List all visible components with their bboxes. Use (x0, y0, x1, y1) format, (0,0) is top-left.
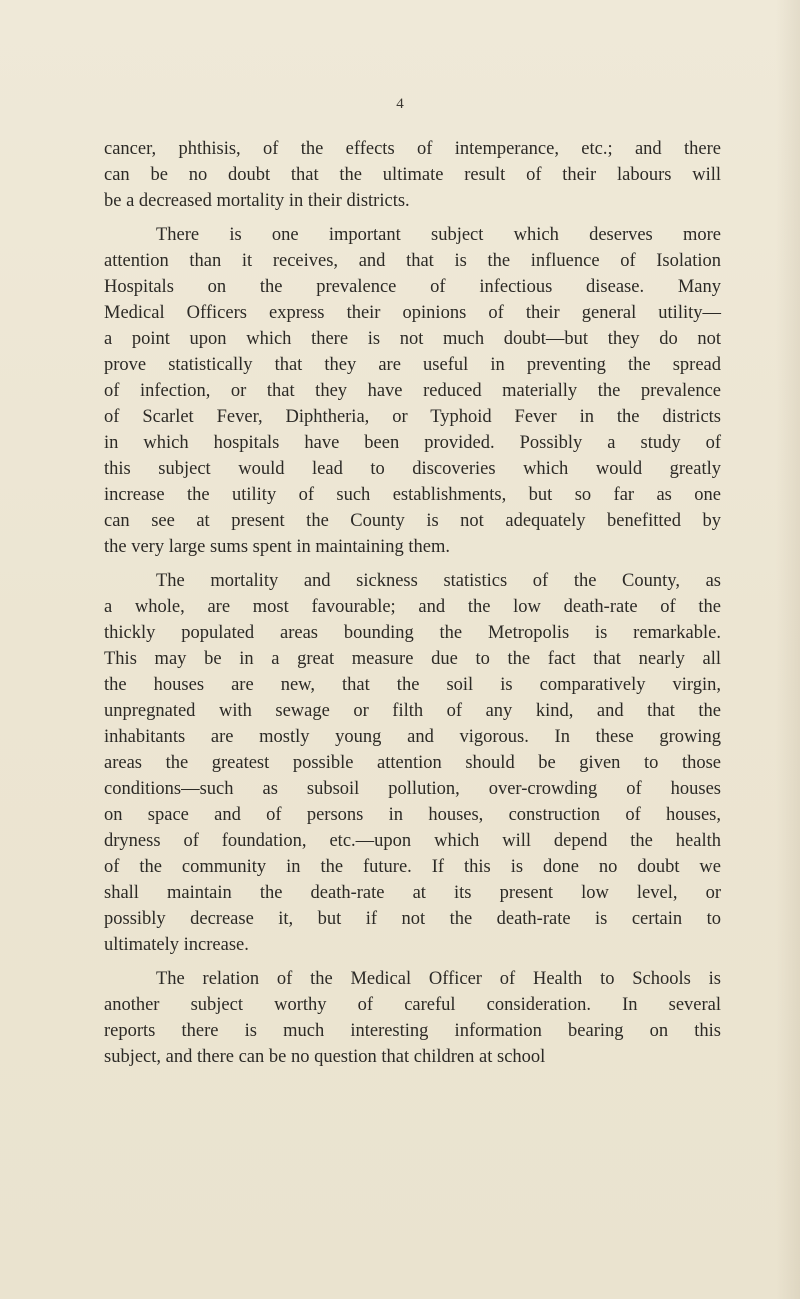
text-line: cancer, phthisis, of the effects of intemperance, etc.; and there (104, 139, 721, 159)
text-line: can be no doubt that the ultimate result of their labours will (104, 165, 721, 185)
text-line: Hospitals on the prevalence of infectious disease. Many (104, 277, 721, 297)
text-line: Medical Officers express their opinions of their general utility— (104, 303, 721, 323)
text-line: of Scarlet Fever, Diphtheria, or Typhoid Fever in the districts (104, 407, 721, 427)
text-line: unpregnated with sewage or filth of any kind, and that the (104, 701, 721, 721)
text-line: of the community in the future. If this is done no doubt we (104, 857, 721, 877)
text-line: The mortality and sickness statistics of the County, as (156, 571, 721, 591)
text-line: thickly populated areas bounding the Metropolis is remarkable. (104, 623, 721, 643)
text-line: prove statistically that they are useful in preventing the spread (104, 355, 721, 375)
text-line: ultimately increase. (104, 935, 249, 955)
text-line: can see at present the County is not adequately benefitted by (104, 511, 721, 531)
text-line: a point upon which there is not much doubt—but they do not (104, 329, 721, 349)
text-line: the very large sums spent in maintaining them. (104, 537, 450, 557)
page-number: 4 (396, 96, 404, 112)
text-line: attention than it receives, and that is the influence of Isolation (104, 251, 721, 271)
text-line: dryness of foundation, etc.—upon which will depend the health (104, 831, 721, 851)
text-line: increase the utility of such establishments, but so far as one (104, 485, 721, 505)
text-line: be a decreased mortality in their districts. (104, 191, 410, 211)
text-line: another subject worthy of careful consideration. In several (104, 995, 721, 1015)
text-line: inhabitants are mostly young and vigorous. In these growing (104, 727, 721, 747)
text-line: subject, and there can be no question that children at school (104, 1047, 546, 1067)
paragraph (104, 222, 721, 560)
text-line: the houses are new, that the soil is comparatively virgin, (104, 675, 721, 695)
body-text (104, 136, 721, 1078)
text-line: reports there is much interesting information bearing on this (104, 1021, 721, 1041)
text-line: possibly decrease it, but if not the death-rate is certain to (104, 909, 721, 929)
text-line: of infection, or that they have reduced materially the prevalence (104, 381, 721, 401)
text-line: The relation of the Medical Officer of Health to Schools is (156, 969, 721, 989)
text-line: this subject would lead to discoveries which would greatly (104, 459, 721, 479)
paragraph (104, 966, 721, 1070)
text-line: This may be in a great measure due to the fact that nearly all (104, 649, 721, 669)
text-line: shall maintain the death-rate at its present low level, or (104, 883, 721, 903)
text-line: conditions—such as subsoil pollution, over-crowding of houses (104, 779, 721, 799)
text-line: a whole, are most favourable; and the low death-rate of the (104, 597, 721, 617)
text-line: areas the greatest possible attention should be given to those (104, 753, 721, 773)
text-line: There is one important subject which deserves more (156, 225, 721, 245)
paragraph (104, 568, 721, 958)
paragraph (104, 136, 721, 214)
text-line: in which hospitals have been provided. Possibly a study of (104, 433, 721, 453)
text-line: on space and of persons in houses, construction of houses, (104, 805, 721, 825)
